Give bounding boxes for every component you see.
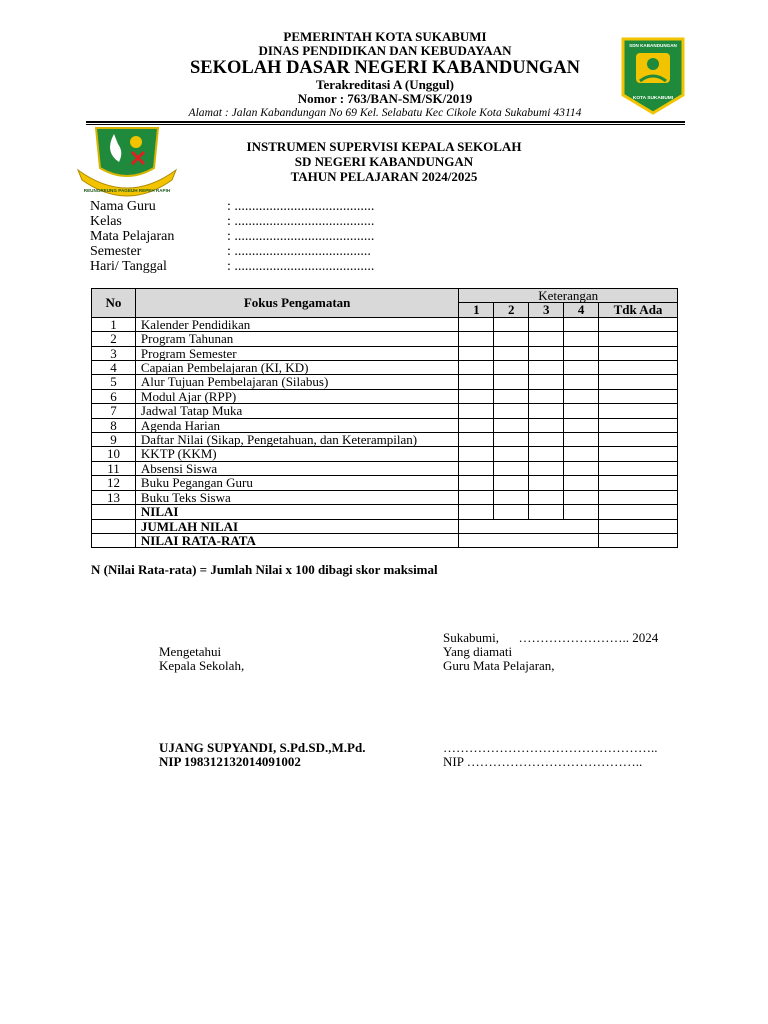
score-cell[interactable] (529, 389, 564, 403)
field-value[interactable]: : ........................................ (227, 259, 375, 274)
row-number: 13 (92, 490, 136, 504)
field-value[interactable]: : ....................................... (227, 244, 371, 259)
score-cell[interactable] (599, 375, 678, 389)
row-number: 1 (92, 317, 136, 331)
header-score-1: 1 (459, 303, 494, 317)
svg-text:REUNGREUNG PAGEUH REPEH RAPIH: REUNGREUNG PAGEUH REPEH RAPIH (83, 188, 171, 193)
row-number: 7 (92, 404, 136, 418)
row-item: Agenda Harian (135, 418, 458, 432)
row-item: Program Tahunan (135, 332, 458, 346)
place-date: Sukabumi, …………………….. 2024 (443, 630, 659, 645)
row-number: 9 (92, 433, 136, 447)
score-cell[interactable] (529, 476, 564, 490)
row-item: Modul Ajar (RPP) (135, 389, 458, 403)
school-name: SEKOLAH DASAR NEGERI KABANDUNGAN (189, 58, 581, 78)
row-number: 11 (92, 461, 136, 475)
header-tdk-ada: Tdk Ada (599, 303, 678, 317)
score-cell[interactable] (529, 317, 564, 331)
jumlah-label: JUMLAH NILAI (135, 519, 458, 533)
row-number: 8 (92, 418, 136, 432)
table-row (92, 389, 678, 403)
score-cell[interactable] (564, 346, 599, 360)
field-label: Semester (90, 244, 142, 259)
score-cell[interactable] (459, 505, 494, 519)
score-cell[interactable] (529, 361, 564, 375)
header-no: No (92, 289, 136, 318)
score-cell[interactable] (494, 404, 529, 418)
score-cell[interactable] (599, 332, 678, 346)
score-cell[interactable] (564, 404, 599, 418)
score-cell[interactable] (564, 490, 599, 504)
field-label: Hari/ Tanggal (90, 259, 167, 274)
score-cell[interactable] (459, 389, 494, 403)
score-cell[interactable] (459, 404, 494, 418)
rata-value[interactable] (459, 533, 599, 547)
score-cell[interactable] (459, 317, 494, 331)
score-cell[interactable] (459, 447, 494, 461)
score-cell[interactable] (494, 433, 529, 447)
formula-note: N (Nilai Rata-rata) = Jumlah Nilai x 100 dibagi skor maksimal (91, 562, 438, 577)
row-item: Capaian Pembelajaran (KI, KD) (135, 361, 458, 375)
score-cell[interactable] (459, 461, 494, 475)
score-cell[interactable] (529, 433, 564, 447)
score-cell[interactable] (494, 505, 529, 519)
score-cell[interactable] (599, 433, 678, 447)
score-cell[interactable] (459, 346, 494, 360)
rata-no (92, 533, 136, 547)
row-item: Jadwal Tatap Muka (135, 404, 458, 418)
score-cell[interactable] (599, 317, 678, 331)
row-number: 5 (92, 375, 136, 389)
table-row (92, 476, 678, 490)
score-cell[interactable] (529, 404, 564, 418)
score-cell[interactable] (564, 505, 599, 519)
table-row (92, 490, 678, 504)
score-cell[interactable] (529, 461, 564, 475)
table-row (92, 404, 678, 418)
gov-name: PEMERINTAH KOTA SUKABUMI (283, 29, 487, 44)
score-cell[interactable] (494, 490, 529, 504)
field-value[interactable]: : ........................................ (227, 229, 375, 244)
score-cell[interactable] (494, 461, 529, 475)
row-item: KKTP (KKM) (135, 447, 458, 461)
rata-extra[interactable] (599, 533, 678, 547)
score-cell[interactable] (529, 332, 564, 346)
score-cell[interactable] (564, 361, 599, 375)
score-cell[interactable] (599, 418, 678, 432)
nilai-label: NILAI (135, 505, 458, 519)
rata-label: NILAI RATA-RATA (135, 533, 458, 547)
headmaster-name: UJANG SUPYANDI, S.Pd.SD.,M.Pd. (159, 740, 366, 755)
left-role-1: Mengetahui (159, 644, 222, 659)
score-cell[interactable] (494, 332, 529, 346)
score-cell[interactable] (599, 346, 678, 360)
form-subtitle: SD NEGERI KABANDUNGAN (294, 154, 474, 169)
score-cell[interactable] (529, 490, 564, 504)
jumlah-value[interactable] (459, 519, 599, 533)
score-cell[interactable] (459, 418, 494, 432)
table-row (92, 461, 678, 475)
right-role-1: Yang diamati (443, 644, 513, 659)
row-number: 3 (92, 346, 136, 360)
header-score-4: 4 (564, 303, 599, 317)
row-item: Absensi Siswa (135, 461, 458, 475)
field-label: Mata Pelajaran (90, 229, 175, 244)
score-cell[interactable] (459, 332, 494, 346)
score-cell[interactable] (599, 505, 678, 519)
score-cell[interactable] (599, 490, 678, 504)
row-number: 10 (92, 447, 136, 461)
field-hari-tanggal (90, 259, 374, 274)
supervision-table (91, 288, 678, 548)
row-item: Kalender Pendidikan (135, 317, 458, 331)
table-row (92, 346, 678, 360)
score-cell[interactable] (599, 461, 678, 475)
teacher-nip-blank[interactable]: NIP ………………………………….. (443, 754, 643, 769)
score-cell[interactable] (599, 404, 678, 418)
score-cell[interactable] (564, 433, 599, 447)
score-cell[interactable] (564, 447, 599, 461)
right-role-2: Guru Mata Pelajaran, (443, 658, 555, 673)
jumlah-extra[interactable] (599, 519, 678, 533)
jumlah-no (92, 519, 136, 533)
score-cell[interactable] (459, 490, 494, 504)
score-cell[interactable] (494, 418, 529, 432)
score-cell[interactable] (459, 476, 494, 490)
field-semester (90, 244, 371, 259)
score-cell[interactable] (494, 389, 529, 403)
row-item: Alur Tujuan Pembelajaran (Silabus) (135, 375, 458, 389)
dept-name: DINAS PENDIDIKAN DAN KEBUDAYAAN (258, 43, 512, 58)
score-cell[interactable] (494, 375, 529, 389)
table-row (92, 433, 678, 447)
row-item: Buku Teks Siswa (135, 490, 458, 504)
score-cell[interactable] (564, 375, 599, 389)
score-cell[interactable] (564, 476, 599, 490)
field-value[interactable]: : ........................................ (227, 214, 375, 229)
field-label: Kelas (90, 214, 122, 229)
score-cell[interactable] (494, 346, 529, 360)
field-nama-guru (90, 199, 374, 214)
field-mata-pelajaran (90, 229, 374, 244)
field-value[interactable]: : ........................................ (227, 199, 375, 214)
score-cell[interactable] (599, 389, 678, 403)
header-score-2: 2 (494, 303, 529, 317)
score-cell[interactable] (564, 418, 599, 432)
row-number: 2 (92, 332, 136, 346)
score-cell[interactable] (529, 505, 564, 519)
header-focus: Fokus Pengamatan (135, 289, 458, 318)
row-item: Buku Pegangan Guru (135, 476, 458, 490)
row-number: 4 (92, 361, 136, 375)
table-row (92, 332, 678, 346)
field-kelas (90, 214, 374, 229)
score-cell[interactable] (564, 389, 599, 403)
score-cell[interactable] (529, 418, 564, 432)
score-cell[interactable] (529, 375, 564, 389)
score-cell[interactable] (564, 461, 599, 475)
row-item: Daftar Nilai (Sikap, Pengetahuan, dan Keterampilan) (135, 433, 458, 447)
score-cell[interactable] (599, 476, 678, 490)
score-cell[interactable] (459, 375, 494, 389)
teacher-name-blank[interactable]: ………………………………………….. (443, 740, 658, 755)
table-row (92, 447, 678, 461)
row-item: Program Semester (135, 346, 458, 360)
svg-text:SDN KABANDUNGAN: SDN KABANDUNGAN (629, 43, 677, 48)
form-title: INSTRUMEN SUPERVISI KEPALA SEKOLAH (246, 139, 522, 154)
score-cell[interactable] (494, 317, 529, 331)
svg-text:KOTA SUKABUMI: KOTA SUKABUMI (632, 96, 674, 101)
table-row (92, 317, 678, 331)
table-row (92, 418, 678, 432)
score-cell[interactable] (494, 447, 529, 461)
table-row (92, 375, 678, 389)
header-keterangan: Keterangan (459, 289, 678, 303)
school-address: Alamat : Jalan Kabandungan No 69 Kel. Selabatu Kec Cikole Kota Sukabumi 43114 (188, 106, 582, 119)
sk-number: Nomor : 763/BAN-SM/SK/2019 (297, 91, 473, 106)
headmaster-nip: NIP 198312132014091002 (159, 754, 301, 769)
score-cell[interactable] (529, 346, 564, 360)
score-cell[interactable] (459, 361, 494, 375)
field-label: Nama Guru (90, 199, 156, 214)
score-cell[interactable] (599, 361, 678, 375)
nilai-no (92, 505, 136, 519)
academic-year: TAHUN PELAJARAN 2024/2025 (290, 169, 478, 184)
left-role-2: Kepala Sekolah, (159, 658, 245, 673)
table-row (92, 361, 678, 375)
city-emblem (74, 122, 180, 202)
row-number: 12 (92, 476, 136, 490)
accreditation: Terakreditasi A (Unggul) (316, 77, 454, 92)
score-cell[interactable] (564, 332, 599, 346)
score-cell[interactable] (459, 433, 494, 447)
header-score-3: 3 (529, 303, 564, 317)
score-cell[interactable] (529, 447, 564, 461)
score-cell[interactable] (494, 476, 529, 490)
score-cell[interactable] (494, 361, 529, 375)
row-number: 6 (92, 389, 136, 403)
score-cell[interactable] (599, 447, 678, 461)
score-cell[interactable] (564, 317, 599, 331)
